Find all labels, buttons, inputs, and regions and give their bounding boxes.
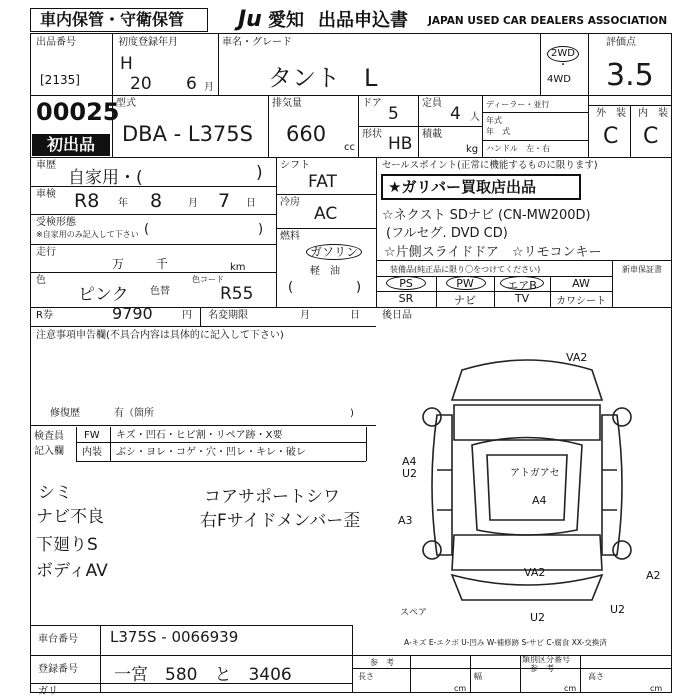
chassis-label: 車台番号	[38, 634, 78, 645]
chassis-value: L375S - 0066939	[110, 628, 239, 646]
repair-label: 修復歴	[50, 408, 80, 419]
exterior-label: 外 装	[596, 108, 626, 119]
equip-tv: TV	[514, 292, 530, 305]
registration-month-unit: 月	[204, 82, 214, 93]
displacement-unit: cc	[344, 142, 355, 153]
doors-value: 5	[388, 104, 399, 124]
registration-label: 初度登録年月	[118, 37, 178, 48]
dim-cm2: cm	[564, 684, 577, 693]
interior-label: 内 装	[638, 108, 668, 119]
equip-sr: SR	[398, 292, 414, 305]
score-label: 評価点	[606, 37, 636, 48]
diag-a3: A3	[398, 514, 413, 527]
fuel-open: (	[288, 280, 294, 295]
inspector-fw-items: キズ・凹石・ヒビ割・リペア跡・X要	[116, 430, 283, 441]
shape-value: HB	[388, 134, 413, 154]
dim-ref2: 類別区分番号	[522, 655, 570, 664]
equip-aw: AW	[572, 277, 590, 290]
diag-a2: A2	[646, 569, 661, 582]
capacity-unit: 人	[470, 112, 480, 123]
shape-type-open: (	[144, 222, 150, 237]
inspection-month-unit: 月	[188, 198, 198, 209]
plate-label: 登録番号	[38, 664, 78, 675]
recycle-value: 9790	[112, 304, 153, 323]
dim-ref1: 参 考	[370, 658, 394, 667]
spare-label: スペア	[400, 608, 428, 618]
shape-type-close: )	[258, 222, 264, 237]
displacement-value: 660	[286, 122, 327, 146]
inspection-day: 7	[218, 190, 231, 212]
mileage-sen: 千	[156, 257, 169, 271]
equip-leather: カワシート	[556, 296, 606, 307]
form-title: 出品申込書	[318, 10, 408, 31]
diag-u2-left: U2	[402, 467, 418, 480]
displacement-label: 排気量	[272, 98, 302, 109]
inspection-year-unit: 年	[118, 198, 128, 209]
selling-banner: ★ガリバー買取店出品	[388, 178, 536, 196]
drive-dot: ・	[558, 60, 568, 71]
handle-label: ハンドル 左・右	[486, 144, 550, 153]
name-change-month: 月	[300, 310, 310, 321]
inspector-label2: 記入欄	[34, 446, 64, 457]
note-5: コアサポートシワ	[204, 487, 340, 507]
note-3: 下廻りS	[36, 535, 98, 555]
color-code: R55	[220, 284, 254, 304]
dealer-label: ディーラー・並行	[486, 100, 550, 109]
fuel-close: )	[356, 280, 362, 295]
usage-close: )	[256, 163, 263, 183]
color-replace-label: 色替	[150, 286, 170, 297]
note-4: ボディAV	[36, 561, 108, 581]
model-label: 車名・グレード	[222, 37, 292, 48]
type-label: 型式	[116, 98, 136, 109]
plate-value: 一宮 580 と 3406	[114, 665, 292, 685]
capacity-label: 定員	[422, 98, 442, 109]
diag-atogaase: アトガアセ	[510, 468, 560, 479]
shape-type-label: 受検形態	[36, 217, 76, 228]
fuel-label: 燃料	[280, 231, 300, 242]
repair-close: )	[350, 408, 354, 419]
registration-era: H	[120, 54, 133, 74]
inspector-fw: FW	[84, 430, 100, 441]
diag-u2-bottom-left: U2	[530, 611, 546, 624]
name-change-day: 日	[350, 310, 360, 321]
storage-label: 車内保管・守衛保管	[40, 10, 185, 29]
inspection-day-unit: 日	[246, 198, 256, 209]
usage-value: 自家用・(	[68, 168, 143, 188]
recycle-unit: 円	[182, 310, 192, 321]
association-name: JAPAN USED CAR DEALERS ASSOCIATION	[428, 15, 668, 27]
color-value: ピンク	[78, 285, 129, 305]
diag-u2-bottom-right: U2	[610, 603, 626, 616]
inspector-interior: 内装	[82, 447, 102, 458]
dim-cm: cm	[454, 684, 467, 693]
damage-legend: A-キズ E-エクボ U-凹み W-補修跡 S-サビ C-腐食 XX-交換済	[404, 638, 607, 647]
shape-type-note: ※自家用のみ記入して下さい	[36, 230, 139, 239]
ac-value: AC	[314, 204, 338, 224]
mileage-label: 走行	[36, 247, 56, 258]
ac-label: 冷房	[280, 197, 300, 208]
region-label: 愛知	[268, 10, 304, 31]
selling-line1: ☆ネクスト SDナビ (CN-MW200D)	[382, 208, 591, 223]
registration-month: 6	[186, 74, 197, 94]
warranty-label: 新車保証書	[622, 265, 662, 274]
dealer-year2: 年 式	[486, 127, 510, 136]
ju-logo: Ju	[238, 7, 262, 32]
score-value: 3.5	[606, 58, 654, 93]
selling-line3: ☆片側スライドドア ☆リモコンキー	[384, 245, 602, 260]
registration-year: 20	[130, 74, 152, 94]
mileage-man: 万	[112, 257, 125, 271]
dim-ref3: 参 考	[530, 664, 554, 673]
equip-pw: PW	[456, 277, 474, 290]
load-label: 積載	[422, 129, 442, 140]
lot-label: 出品番号	[36, 37, 76, 48]
drive-4wd: 4WD	[547, 74, 571, 85]
dealer-year: 年式	[486, 116, 502, 125]
shape-label: 形状	[362, 129, 382, 140]
fuel-value: ガソリン	[306, 244, 362, 260]
diag-a4-left: A4	[402, 455, 417, 468]
equip-airbag: エアB	[507, 279, 537, 292]
diag-va2-top: VA2	[566, 351, 588, 364]
inspection-label: 車検	[36, 189, 56, 200]
note-1: シミ	[38, 483, 72, 503]
lot-sub: [2135]	[40, 73, 80, 87]
doors-label: ドア	[362, 98, 382, 109]
selling-label: セールスポイント(正常に機能するものに限ります)	[382, 160, 598, 171]
name-change-label: 名変期限	[208, 310, 248, 321]
recycle-label: R券	[36, 310, 53, 321]
first-listing-badge: 初出品	[32, 134, 110, 156]
color-code-label: 色コード	[192, 275, 224, 284]
dim-width: 幅	[474, 672, 482, 681]
shift-value: FAT	[308, 172, 337, 192]
mileage-unit: km	[230, 262, 246, 273]
note-6: 右Fサイドメンバー歪	[200, 511, 361, 531]
repair-value: 有（箇所	[114, 408, 154, 419]
interior-grade: C	[643, 124, 659, 149]
dim-cm3: cm	[650, 684, 663, 693]
dim-height: 高さ	[588, 672, 604, 681]
exterior-grade: C	[603, 124, 619, 149]
inspector-interior-items: ぶシ・ヨレ・コゲ・穴・凹レ・キレ・破レ	[116, 447, 306, 458]
notice-label: 注意事項申告欄(不具合内容は具体的に記入して下さい)	[36, 330, 284, 341]
equip-ps: PS	[399, 277, 413, 290]
inspection-month: 8	[150, 190, 163, 212]
load-unit: kg	[466, 144, 479, 155]
shift-label: シフト	[280, 160, 310, 171]
lot-number: 00025	[36, 98, 120, 126]
selling-line2: (フルセグ. DVD CD)	[386, 226, 508, 241]
capacity-value: 4	[450, 104, 461, 124]
dim-length: 長さ	[358, 672, 374, 681]
equipment-label: 装備品(純正品に限り〇をつけてください)	[390, 265, 541, 274]
drive-2wd: 2WD	[547, 46, 579, 62]
diag-va2-bottom: VA2	[524, 566, 546, 579]
rear-label: 後日品	[382, 310, 412, 321]
inspector-label: 検査員	[34, 431, 64, 442]
bottom-label: ガリ	[38, 686, 58, 697]
type-value: DBA - L375S	[122, 122, 253, 146]
inspection-era: R8	[74, 190, 100, 212]
note-2: ナビ不良	[36, 507, 104, 527]
color-label: 色	[36, 275, 46, 286]
usage-label: 車歴	[36, 160, 56, 171]
equip-navi: ナビ	[454, 294, 476, 307]
model-value: タント L	[268, 64, 378, 92]
fuel-alt: 軽 油	[310, 266, 340, 277]
diag-a4-center: A4	[532, 494, 547, 507]
